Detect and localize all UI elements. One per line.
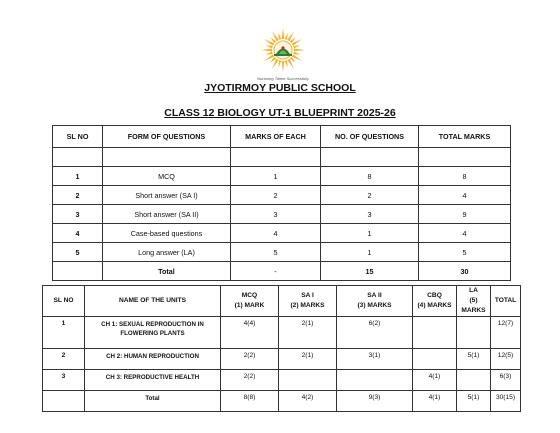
total-cbq: 4(1) [413,391,457,412]
sl-no: 1 [53,167,103,186]
mcq-value: 2(2) [221,370,279,391]
col-header-form: FORM OF QUESTIONS [103,126,231,148]
sa2-value: 3(1) [337,349,413,370]
sl-no: 2 [53,186,103,205]
total-marks: 5 [419,243,511,262]
sa1-value [279,370,337,391]
unit-distribution-table [42,285,521,412]
grand-total: 30(15) [491,391,521,412]
cbq-value [413,349,457,370]
marks-each: 4 [231,224,321,243]
col-header-marks-each: MARKS OF EACH [231,126,321,148]
question-format-table [52,125,511,281]
sa2-value: 6(2) [337,317,413,349]
col-header-sa2: SA II (3) MARKS [337,286,413,317]
la-value [457,317,491,349]
sun-ray [285,33,288,40]
sun-ray [278,33,281,40]
cbq-value [413,317,457,349]
table-row [53,167,511,186]
total-marks: 9 [419,205,511,224]
col-header-unit-name: NAME OF THE UNITS [85,286,221,317]
total-label: Total [103,262,231,281]
sun-ray [285,60,288,67]
table-row [53,186,511,205]
marks-each: 5 [231,243,321,262]
table-header-row [43,286,521,317]
total-mcq: 8(8) [221,391,279,412]
marks-each: 1 [231,167,321,186]
total-sa2: 9(3) [337,391,413,412]
question-form: Short answer (SA II) [103,205,231,224]
question-count: 8 [321,167,419,186]
row-total: 6(3) [491,370,521,391]
col-header-sl-no: SL NO [43,286,85,317]
total-row [43,391,521,412]
col-header-sa1: SA I (2) MARKS [279,286,337,317]
question-form: Case-based questions [103,224,231,243]
la-value [457,370,491,391]
total-label: Total [85,391,221,412]
mcq-value: 4(4) [221,317,279,349]
mcq-value: 2(2) [221,349,279,370]
total-la: 5(1) [457,391,491,412]
total-question-count: 15 [321,262,419,281]
table-header-row [53,126,511,148]
marks-each: 2 [231,186,321,205]
total-marks: 4 [419,186,511,205]
col-header-sl-no: SL NO [53,126,103,148]
total-marks: 4 [419,224,511,243]
sun-ray [293,45,300,48]
unit-name: CH 3: REPRODUCTIVE HEALTH [85,370,221,391]
sun-ray [261,49,272,52]
cbq-value: 4(1) [413,370,457,391]
table-row [43,349,521,370]
question-count: 2 [321,186,419,205]
col-header-no-questions: NO. OF QUESTIONS [321,126,419,148]
sa1-value: 2(1) [279,317,337,349]
col-header-cbq: CBQ (4) MARKS [413,286,457,317]
sun-ray [293,52,300,55]
sa2-value [337,370,413,391]
school-tagline: Nurturing Talent Successfully [257,76,309,81]
sun-ray [294,49,305,52]
question-form: Long answer (LA) [103,243,231,262]
question-form: MCQ [103,167,231,186]
sun-ray [278,60,281,67]
school-logo [258,26,308,76]
sl-no: 2 [43,349,85,370]
sun-ray [282,61,285,72]
sl-no: 5 [53,243,103,262]
total-marks-each: - [231,262,321,281]
unit-name: CH 2: HUMAN REPRODUCTION [85,349,221,370]
marks-each: 3 [231,205,321,224]
spacer-row [53,148,511,167]
total-marks: 8 [419,167,511,186]
total-row [53,262,511,281]
table-row [43,370,521,391]
total-sa1: 4(2) [279,391,337,412]
grand-total-marks: 30 [419,262,511,281]
table-row [43,317,521,349]
question-form: Short answer (SA I) [103,186,231,205]
row-total: 12(5) [491,349,521,370]
sun-ray [282,28,285,39]
la-value: 5(1) [457,349,491,370]
col-header-la: LA (5) MARKS [457,286,491,317]
unit-name: CH 1: SEXUAL REPRODUCTION IN FLOWERING PLANTS [85,317,221,349]
col-header-total-marks: TOTAL MARKS [419,126,511,148]
col-header-total: TOTAL [491,286,521,317]
sl-no: 3 [53,205,103,224]
sl-no: 1 [43,317,85,349]
table-row [53,243,511,262]
question-count: 3 [321,205,419,224]
table-row [53,224,511,243]
sa1-value: 2(1) [279,349,337,370]
sl-no: 3 [43,370,85,391]
sl-no: 4 [53,224,103,243]
col-header-mcq: MCQ (1) MARK [221,286,279,317]
question-count: 1 [321,224,419,243]
sun-ray [266,45,273,48]
sun-ray [266,52,273,55]
school-name: JYOTIRMOY PUBLIC SCHOOL [204,82,356,94]
table-row [53,205,511,224]
row-total: 12(7) [491,317,521,349]
blueprint-title: CLASS 12 BIOLOGY UT-1 BLUEPRINT 2025-26 [164,107,396,119]
question-count: 1 [321,243,419,262]
